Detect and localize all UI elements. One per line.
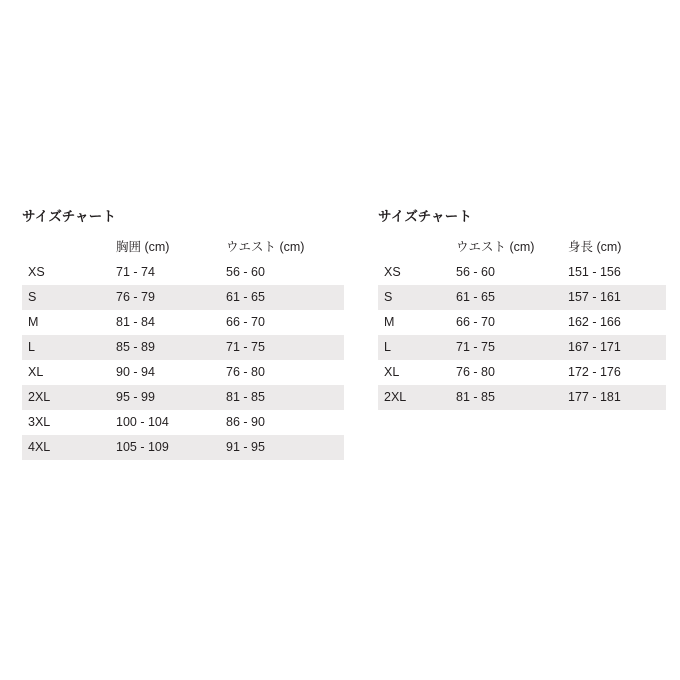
column-header-size: [378, 235, 450, 260]
table-row: [378, 360, 666, 385]
cell-size: 2XL: [22, 385, 110, 410]
table-row: [22, 335, 344, 360]
cell-size: L: [378, 335, 450, 360]
column-header-waist: ウエスト (cm): [226, 240, 305, 254]
cell-size: XL: [22, 360, 110, 385]
size-chart-left-title: サイズチャート: [22, 209, 117, 224]
table-row: [22, 385, 344, 410]
cell-height: 151 - 156: [562, 260, 666, 285]
cell-waist: 76 - 80: [220, 360, 344, 385]
table-row: [378, 310, 666, 335]
cell-size: L: [22, 335, 110, 360]
cell-chest: 76 - 79: [110, 285, 220, 310]
cell-height: 167 - 171: [562, 335, 666, 360]
cell-size: 4XL: [22, 435, 110, 460]
table-row: [22, 310, 344, 335]
cell-waist: 66 - 70: [220, 310, 344, 335]
cell-size: 2XL: [378, 385, 450, 410]
size-chart-right-head: [378, 235, 666, 260]
cell-height: 177 - 181: [562, 385, 666, 410]
cell-chest: 100 - 104: [110, 410, 220, 435]
cell-waist: 86 - 90: [220, 410, 344, 435]
cell-waist: 91 - 95: [220, 435, 344, 460]
cell-height: 172 - 176: [562, 360, 666, 385]
table-row: [22, 260, 344, 285]
cell-size: XS: [22, 260, 110, 285]
cell-waist: 61 - 65: [220, 285, 344, 310]
size-chart-left-head: [22, 235, 344, 260]
cell-chest: 90 - 94: [110, 360, 220, 385]
size-chart-right: [378, 205, 666, 410]
column-header-height: 身長 (cm): [568, 240, 622, 254]
column-header-size: [22, 235, 110, 260]
cell-size: S: [22, 285, 110, 310]
cell-chest: 105 - 109: [110, 435, 220, 460]
cell-size: 3XL: [22, 410, 110, 435]
table-row: [378, 385, 666, 410]
table-row: [22, 410, 344, 435]
cell-waist: 71 - 75: [450, 335, 562, 360]
cell-waist: 71 - 75: [220, 335, 344, 360]
cell-height: 162 - 166: [562, 310, 666, 335]
table-row: [22, 360, 344, 385]
cell-chest: 95 - 99: [110, 385, 220, 410]
size-chart-right-table: [378, 235, 666, 410]
table-row: [22, 435, 344, 460]
column-header-waist: ウエスト (cm): [456, 240, 535, 254]
size-chart-left: [22, 205, 344, 460]
size-chart-right-body: [378, 260, 666, 410]
cell-chest: 71 - 74: [110, 260, 220, 285]
cell-chest: 85 - 89: [110, 335, 220, 360]
cell-waist: 76 - 80: [450, 360, 562, 385]
cell-waist: 81 - 85: [450, 385, 562, 410]
cell-size: M: [378, 310, 450, 335]
cell-waist: 81 - 85: [220, 385, 344, 410]
size-chart-right-title: サイズチャート: [378, 209, 473, 224]
cell-size: M: [22, 310, 110, 335]
cell-size: XS: [378, 260, 450, 285]
cell-waist: 61 - 65: [450, 285, 562, 310]
table-row: [378, 260, 666, 285]
cell-size: S: [378, 285, 450, 310]
cell-waist: 56 - 60: [450, 260, 562, 285]
size-chart-left-table: [22, 235, 344, 460]
table-header-row: [22, 235, 344, 260]
table-row: [378, 285, 666, 310]
size-chart-left-body: [22, 260, 344, 460]
table-row: [22, 285, 344, 310]
table-header-row: [378, 235, 666, 260]
cell-waist: 66 - 70: [450, 310, 562, 335]
cell-chest: 81 - 84: [110, 310, 220, 335]
column-header-chest: 胸囲 (cm): [116, 240, 170, 254]
cell-size: XL: [378, 360, 450, 385]
cell-height: 157 - 161: [562, 285, 666, 310]
table-row: [378, 335, 666, 360]
cell-waist: 56 - 60: [220, 260, 344, 285]
